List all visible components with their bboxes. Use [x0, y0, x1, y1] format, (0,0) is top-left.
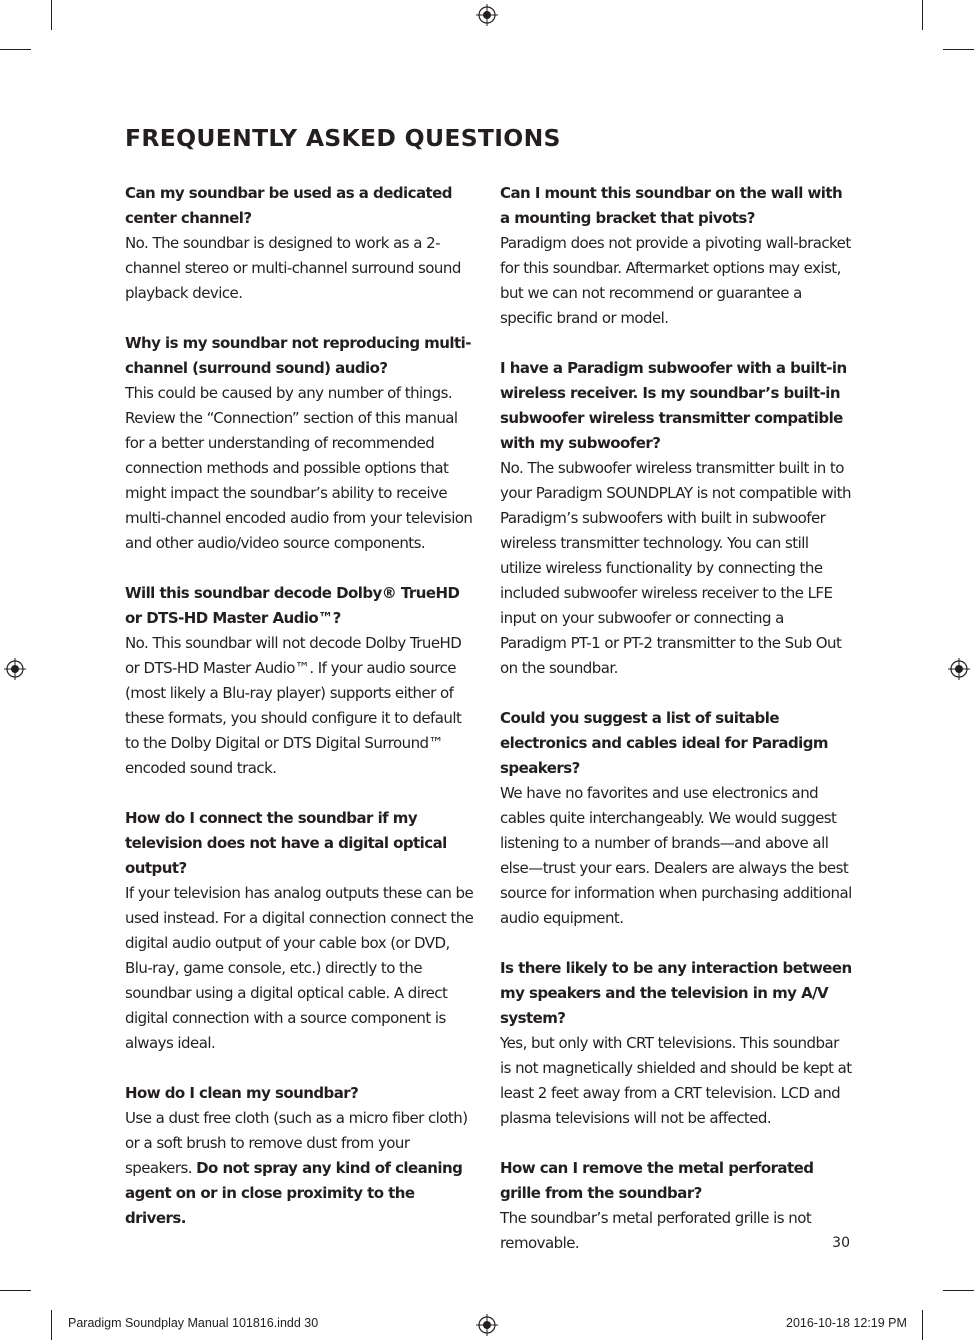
- faq-column-right: [500, 181, 852, 1281]
- page-title: FREQUENTLY ASKED QUESTIONS: [125, 124, 561, 152]
- faq-question: Could you suggest a list of suitable electronics and cables ideal for Paradigm speakers?: [500, 709, 829, 777]
- faq-question: I have a Paradigm subwoofer with a built-in wireless receiver. Is my soundbar’s built-in subwoofer wireless transmitter compatible with my subwoofer?: [500, 359, 847, 452]
- faq-question: How do I clean my soundbar?: [125, 1084, 359, 1102]
- faq-question: Is there likely to be any interaction between my speakers and the television in my A/V system?: [500, 959, 852, 1027]
- crop-mark: [51, 0, 52, 30]
- faq-item: [500, 956, 852, 1131]
- faq-item: [500, 1156, 852, 1256]
- faq-column-left: [125, 181, 477, 1256]
- faq-answer: No. The soundbar is designed to work as a 2-channel stereo or multi-channel surround sound playback device.: [125, 234, 461, 302]
- crop-mark: [0, 1290, 31, 1291]
- faq-question: Will this soundbar decode Dolby® TrueHD or DTS-HD Master Audio™?: [125, 584, 460, 627]
- faq-item: [125, 806, 477, 1056]
- faq-answer: No. The subwoofer wireless transmitter built in to your Paradigm SOUNDPLAY is not compatible with Paradigm’s subwoofers with built in subwoofer wireless transmitter technology. You can still utilize wireless functionality by connecting the included subwoofer wireless receiver to the LFE input on your subwoofer or connecting a Paradigm PT-1 or PT-2 transmitter to the Sub Out on the soundbar.: [500, 459, 851, 677]
- faq-item: [125, 581, 477, 781]
- faq-item: [500, 706, 852, 931]
- registration-mark-icon: [948, 658, 970, 680]
- faq-question: How do I connect the soundbar if my television does not have a digital optical output?: [125, 809, 447, 877]
- faq-answer: No. This soundbar will not decode Dolby TrueHD or DTS-HD Master Audio™. If your audio source (most likely a Blu-ray player) supports either of these formats, you should configure it to default to the Dolby Digital or DTS Digital Surround™ encoded sound track.: [125, 634, 462, 777]
- faq-answer-text: Use a dust free cloth (such as a micro fiber cloth) or a soft brush to remove dust from your speakers.: [125, 1109, 468, 1177]
- print-slug-file: Paradigm Soundplay Manual 101816.indd 30: [68, 1316, 319, 1330]
- registration-mark-icon: [476, 4, 498, 26]
- faq-item: [500, 181, 852, 331]
- crop-mark: [943, 49, 974, 50]
- faq-item: [125, 331, 477, 556]
- cleaning-warning: Do not spray any kind of cleaning agent on or in close proximity to the drivers.: [125, 1159, 463, 1227]
- faq-answer: This could be caused by any number of things. Review the “Connection” section of this manual for a better understanding of recommended connection methods and possible options that might impact the soundbar’s ability to receive multi-channel encoded audio from your television and other audio/video source components.: [125, 384, 473, 552]
- faq-item: [500, 356, 852, 681]
- crop-mark: [0, 49, 31, 50]
- faq-answer: We have no favorites and use electronics and cables quite interchangeably. We would suggest listening to a number of brands—and above all else—trust your ears. Dealers are always the best source for information when purchasing additional audio equipment.: [500, 784, 852, 927]
- faq-question: How can I remove the metal perforated grille from the soundbar?: [500, 1159, 814, 1202]
- faq-answer: If your television has analog outputs these can be used instead. For a digital connection connect the digital audio output of your cable box (or DVD, Blu-ray, game console, etc.) directly to the soundbar using a digital optical cable. A direct digital connection with a source component is always ideal.: [125, 884, 474, 1052]
- faq-question: Why is my soundbar not reproducing multi-channel (surround sound) audio?: [125, 334, 471, 377]
- faq-answer: The soundbar’s metal perforated grille is not removable.: [500, 1209, 812, 1252]
- faq-item: [125, 1081, 477, 1231]
- crop-mark: [922, 0, 923, 30]
- faq-answer: [125, 1106, 477, 1231]
- crop-mark: [922, 1310, 923, 1340]
- print-slug-timestamp: 2016-10-18 12:19 PM: [786, 1316, 907, 1330]
- faq-item: [125, 181, 477, 306]
- registration-mark-icon: [476, 1314, 498, 1336]
- faq-question: Can I mount this soundbar on the wall with a mounting bracket that pivots?: [500, 184, 843, 227]
- registration-mark-icon: [4, 658, 26, 680]
- crop-mark: [943, 1290, 974, 1291]
- crop-mark: [51, 1310, 52, 1340]
- faq-answer: Paradigm does not provide a pivoting wall-bracket for this soundbar. Aftermarket options may exist, but we can not recommend or guarantee a specific brand or model.: [500, 234, 851, 327]
- faq-answer: Yes, but only with CRT televisions. This soundbar is not magnetically shielded and should be kept at least 2 feet away from a CRT television. LCD and plasma televisions will not be affected.: [500, 1034, 852, 1127]
- faq-question: Can my soundbar be used as a dedicated center channel?: [125, 184, 452, 227]
- page-number: 30: [832, 1235, 850, 1251]
